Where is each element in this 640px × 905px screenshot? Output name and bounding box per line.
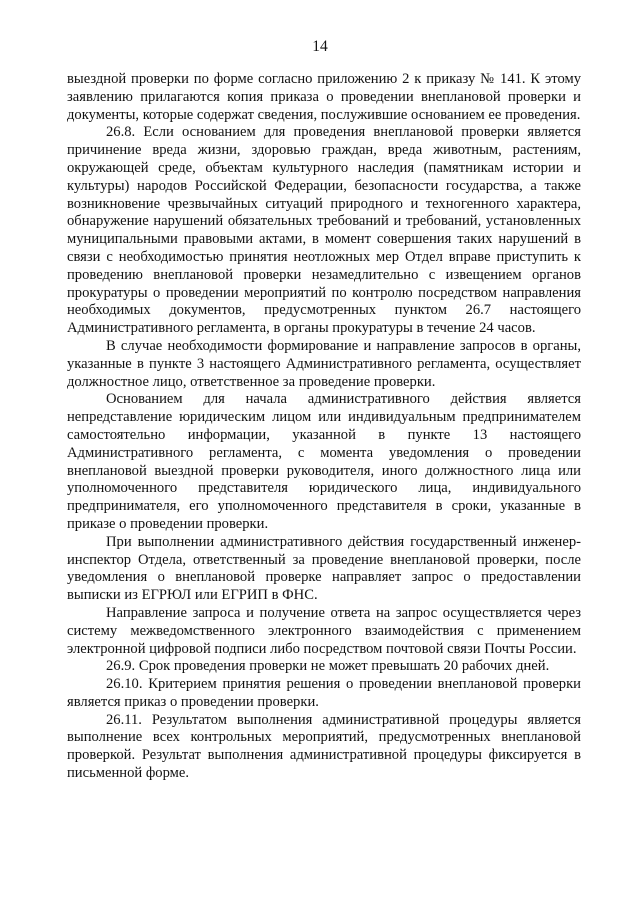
paragraph-request-delivery: Направление запроса и получение ответа на запрос осуществляется через систему межведомственного электронного взаимодействия с применением электронной цифровой подписи либо посредством почтовой связи Почты России. bbox=[67, 604, 581, 657]
paragraph-execution: При выполнении административного действия государственный инженер-инспектор Отдела, ответственный за проведение внеплановой проверки, после уведомления о внеплановой проверке направляет запрос о предоставлении выписки из ЕГРЮЛ или ЕГРИП в ФНС. bbox=[67, 533, 581, 604]
paragraph-continuation: выездной проверки по форме согласно приложению 2 к приказу № 141. К этому заявлению прилагаются копия приказа о проведении внеплановой проверки и документы, которые содержат сведения, послужившие основанием ее проведения. bbox=[67, 71, 581, 123]
document-body bbox=[67, 71, 581, 783]
paragraph-grounds: Основанием для начала административного действия является непредставление юридическим лицом или индивидуальным предпринимателем самостоятельно информации, указанной в пункте 13 настоящего Административного регламента, с момента уведомления о проведении внеплановой выездной проверки руководителя, иного должностного лица или уполномоченного представителя юридического лица, индивидуального предпринимателя, его уполномоченного представителя в сроки, указанные в приказе о проведении проверки. bbox=[67, 391, 581, 532]
page-number: 14 bbox=[312, 38, 328, 55]
paragraph-26-11: 26.11. Результатом выполнения административной процедуры является выполнение всех контрольных мероприятий, предусмотренных внеплановой проверкой. Результат выполнения административной процедуры фиксируется в письменной форме. bbox=[67, 711, 581, 782]
paragraph-26-9: 26.9. Срок проведения проверки не может превышать 20 рабочих дней. bbox=[106, 658, 550, 675]
paragraph-requests: В случае необходимости формирование и направление запросов в органы, указанные в пункте 3 настоящего Административного регламента, осуществляет должностное лицо, ответственное за проведение проверки. bbox=[67, 337, 581, 390]
paragraph-26-8: 26.8. Если основанием для проведения внеплановой проверки является причинение вреда жизни, здоровью граждан, вреда животным, растениям, окружающей среде, объектам культурного наследия (памятникам истории и культуры) народов Российской Федерации, безопасности государства, а также возникновение чрезвычайных ситуаций природного и техногенного характера, обнаружение нарушений обязательных требований и требований, установленных муниципальными правовыми актами, в момент совершения таких нарушений в связи с необходимостью принятия неотложных мер Отдел вправе приступить к проведению внеплановой проверки незамедлительно с извещением органов прокуратуры о проведении мероприятий по контролю посредством направления необходимых документов, предусмотренных пунктом 26.7 настоящего Административного регламента, в органы прокуратуры в течение 24 часов. bbox=[67, 124, 581, 337]
paragraph-26-10: 26.10. Критерием принятия решения о проведении внеплановой проверки является приказ о проведении проверки. bbox=[67, 676, 581, 710]
